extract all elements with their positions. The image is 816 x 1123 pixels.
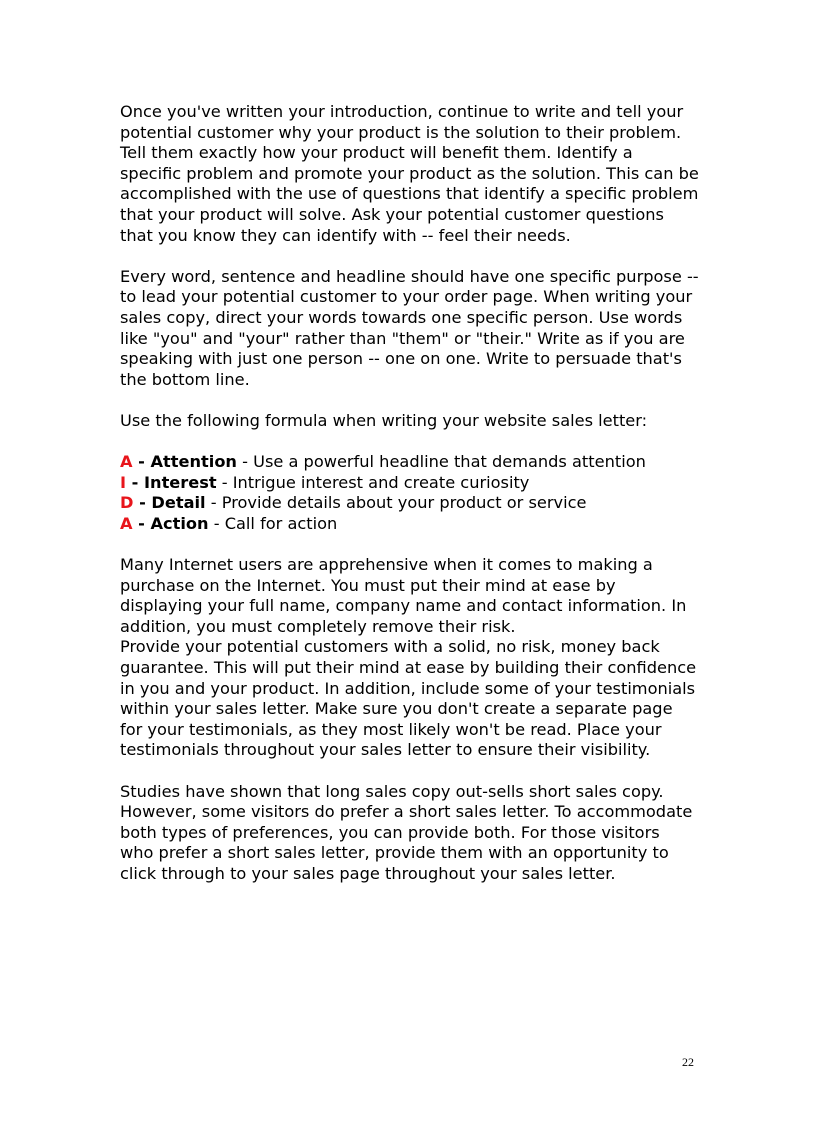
page-number: 22 [682, 1055, 694, 1069]
text-line: accomplished with the use of questions that identify a specific problem [120, 184, 699, 204]
text-line: However, some visitors do prefer a short sales letter. To accommodate [120, 802, 693, 822]
text-line: displaying your full name, company name and contact information. In [120, 596, 687, 616]
paragraph-introduction-followup [120, 102, 710, 246]
formula-item-detail [120, 493, 710, 514]
text-line: purchase on the Internet. You must put their mind at ease by [120, 575, 616, 595]
text-line: Use the following formula when writing your website sales letter: [120, 410, 648, 430]
formula-term: - Attention [132, 452, 237, 472]
formula-letter: I [120, 472, 127, 492]
text-line: Provide your potential customers with a solid, no risk, money back [120, 637, 660, 657]
paragraph-long-copy [120, 782, 710, 885]
paragraph-purpose [120, 267, 710, 391]
text-line: both types of preferences, you can provide both. For those visitors [120, 822, 660, 842]
text-line: for your testimonials, as they most likely won't be read. Place your [120, 719, 662, 739]
document-body [120, 102, 710, 905]
aida-formula-list [120, 452, 710, 534]
text-line: the bottom line. [120, 369, 250, 389]
paragraph-trust [120, 555, 710, 761]
text-line: Tell them exactly how your product will benefit them. Identify a [120, 143, 633, 163]
formula-term: - Action [132, 513, 209, 533]
formula-description: - Intrigue interest and create curiosity [216, 472, 530, 492]
formula-item-interest [120, 473, 710, 494]
formula-description: - Use a powerful headline that demands attention [236, 452, 646, 472]
text-line: Studies have shown that long sales copy out-sells short sales copy. [120, 781, 664, 801]
formula-item-action [120, 514, 710, 535]
text-line: specific problem and promote your product as the solution. This can be [120, 163, 699, 183]
formula-letter: A [120, 452, 133, 472]
text-line: guarantee. This will put their mind at ease by building their confidence [120, 658, 697, 678]
formula-letter: A [120, 513, 133, 533]
text-line: to lead your potential customer to your order page. When writing your [120, 287, 693, 307]
text-line: click through to your sales page throughout your sales letter. [120, 863, 616, 883]
text-line: who prefer a short sales letter, provide them with an opportunity to [120, 843, 669, 863]
formula-description: - Call for action [208, 513, 338, 533]
paragraph-formula-intro [120, 411, 710, 432]
formula-term: - Detail [133, 493, 206, 513]
text-line: within your sales letter. Make sure you don't create a separate page [120, 699, 673, 719]
text-line: Every word, sentence and headline should have one specific purpose -- [120, 266, 699, 286]
text-line: like "you" and "your" rather than "them" or "their." Write as if you are [120, 328, 685, 348]
text-line: in you and your product. In addition, include some of your testimonials [120, 678, 696, 698]
formula-item-attention [120, 452, 710, 473]
text-line: potential customer why your product is the solution to their problem. [120, 122, 682, 142]
text-line: Once you've written your introduction, continue to write and tell your [120, 102, 684, 121]
text-line: that you know they can identify with -- feel their needs. [120, 225, 571, 245]
text-line: testimonials throughout your sales letter to ensure their visibility. [120, 740, 651, 760]
formula-description: - Provide details about your product or service [205, 493, 587, 513]
formula-letter: D [120, 493, 134, 513]
text-line: that your product will solve. Ask your potential customer questions [120, 204, 664, 224]
text-line: sales copy, direct your words towards one specific person. Use words [120, 307, 683, 327]
text-line: addition, you must completely remove their risk. [120, 616, 516, 636]
text-line: speaking with just one person -- one on one. Write to persuade that's [120, 349, 682, 369]
formula-term: - Interest [126, 472, 217, 492]
text-line: Many Internet users are apprehensive when it comes to making a [120, 555, 653, 575]
